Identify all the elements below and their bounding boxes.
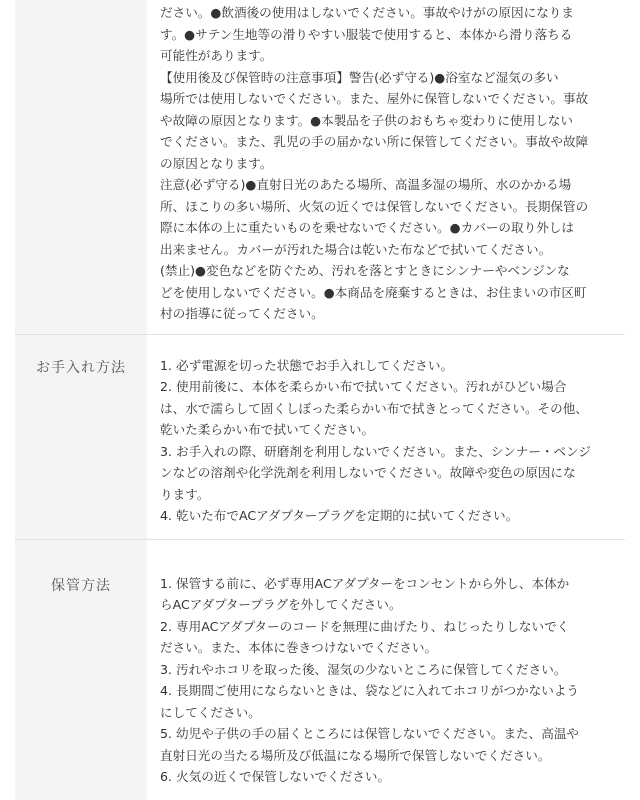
text-line: 乾いた柔らかい布で拭いてください。 bbox=[160, 422, 375, 437]
text-line: 4. 長期間ご使用にならないときは、袋などに入れてホコリがつかないよう bbox=[160, 683, 580, 698]
text-line: 村の指導に従ってください。 bbox=[160, 306, 324, 321]
text-line: 6. 火気の近くで保管しないでください。 bbox=[160, 769, 391, 784]
text-line: 5. 幼児や子供の手の届くところには保管しないでください。また、高温や bbox=[160, 726, 580, 741]
row-value-precautions bbox=[147, 0, 625, 334]
text-line: 直射日光の当たる場所及び低温になる場所で保管しないでください。 bbox=[160, 747, 551, 763]
text-line: 際に本体の上に重たいものを乗せないでください。●カバーの取り外しは bbox=[160, 220, 574, 235]
text-line: す。●サテン生地等の滑りやすい服装で使用すると、本体から滑り落ちる bbox=[160, 26, 573, 42]
text-line: の原因となります。 bbox=[160, 155, 273, 171]
product-notes-table bbox=[15, 0, 625, 800]
text-line: でください。また、乳児の手の届かない所に保管してください。事故や故障 bbox=[160, 134, 589, 149]
text-line: ださい。また、本体に巻きつけないでください。 bbox=[160, 640, 438, 655]
text-line: 注意(必ず守る)●直射日光のあたる場所、高温多湿の場所、水のかかる場 bbox=[160, 177, 572, 192]
text-line: 2. 専用ACアダプターのコードを無理に曲げたり、ねじったりしないでく bbox=[160, 618, 570, 634]
text-line: 3. 汚れやホコリを取った後、湿気の少ないところに保管してください。 bbox=[160, 661, 567, 677]
row-label bbox=[15, 0, 147, 334]
text-line: 可能性があります。 bbox=[160, 48, 273, 63]
text-line: 4. 乾いた布でACアダプタープラグを定期的に拭いてください。 bbox=[160, 508, 519, 523]
table-row bbox=[15, 335, 625, 540]
row-value-storage bbox=[147, 540, 625, 800]
text-line: どを使用しないでください。●本商品を廃棄するときは、お住まいの市区町 bbox=[160, 284, 587, 300]
table-row bbox=[15, 0, 625, 335]
text-line: にしてください。 bbox=[160, 704, 261, 720]
row-label-storage: 保管方法 bbox=[15, 540, 147, 800]
row-label-care: お手入れ方法 bbox=[15, 335, 147, 539]
text-line: 3. お手入れの際、研磨剤を利用しないでください。また、シンナー・ベンジ bbox=[160, 443, 591, 459]
text-line: 所、ほこりの多い場所、火気の近くでは保管しないでください。長期保管の bbox=[160, 198, 589, 214]
text-line: 【使用後及び保管時の注意事項】警告(必ず守る)●浴室など湿気の多い bbox=[160, 69, 559, 85]
text-line: ンなどの溶剤や化学洗剤を利用しないでください。故障や変色の原因にな bbox=[160, 465, 576, 480]
row-value-care bbox=[147, 335, 625, 539]
text-line: ります。 bbox=[160, 486, 210, 502]
text-line: (禁止)●変色などを防ぐため、汚れを落とすときにシンナーやベンジンな bbox=[160, 263, 570, 278]
text-line: ださい。●飲酒後の使用はしないでください。事故やけがの原因になりま bbox=[160, 5, 574, 20]
text-line: 1. 必ず電源を切った状態でお手入れしてください。 bbox=[160, 357, 454, 373]
text-line: 出来ません。カバーが汚れた場合は乾いた布などで拭いてください。 bbox=[160, 241, 552, 257]
text-line: 場所では使用しないでください。また、屋外に保管しないでください。事故 bbox=[160, 91, 589, 106]
text-line: や故障の原因となります。●本製品を子供のおもちゃ変わりに使用しない bbox=[160, 112, 573, 128]
text-line: 1. 保管する前に、必ず専用ACアダプターをコンセントから外し、本体か bbox=[160, 575, 570, 591]
text-line: 2. 使用前後に、本体を柔らかい布で拭いてください。汚れがひどい場合 bbox=[160, 379, 567, 394]
text-line: は、水で濡らして固くしぼった柔らかい布で拭きとってください。その他、 bbox=[160, 400, 588, 416]
table-row bbox=[15, 540, 625, 800]
text-line: らACアダプタープラグを外してください。 bbox=[160, 597, 402, 612]
